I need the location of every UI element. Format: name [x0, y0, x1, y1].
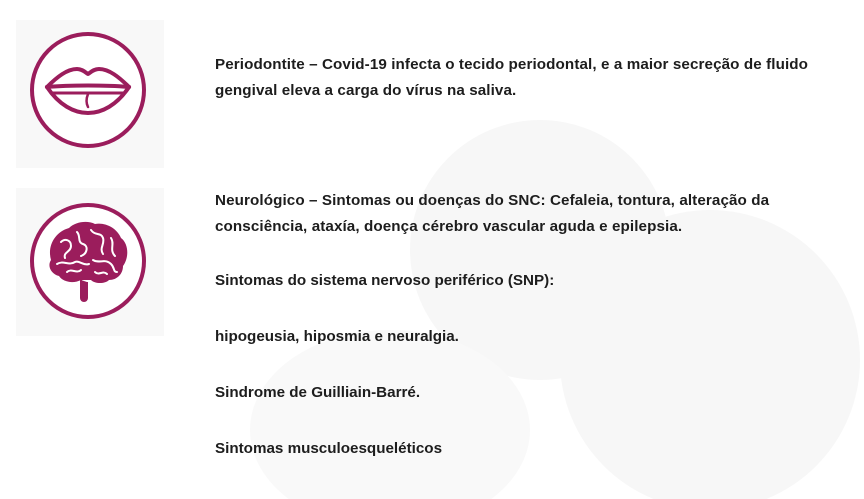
guillain-barre-line: Sindrome de Guilliain-Barré. — [215, 384, 421, 401]
peripheral-symptoms-list: hipogeusia, hiposmia e neuralgia. — [215, 328, 459, 345]
peripheral-symptoms-heading: Sintomas do sistema nervoso periférico (SNP): — [215, 272, 555, 289]
neurological-text: Neurológico – Sintomas ou doenças do SNC: Cefaleia, tontura, alteração da consciência, ataxía, doença cérebro vascular aguda e epilepsia. — [215, 192, 770, 235]
background-shape — [560, 210, 860, 499]
musculoskeletal-line: Sintomas musculoesqueléticos — [215, 440, 443, 457]
brain-icon — [29, 202, 147, 320]
periodontitis-text: Periodontite – Covid-19 infecta o tecido periodontal, e a maior secreção de fluido gengival eleva a carga do vírus na saliva. — [215, 56, 809, 99]
lips-icon — [29, 31, 147, 149]
